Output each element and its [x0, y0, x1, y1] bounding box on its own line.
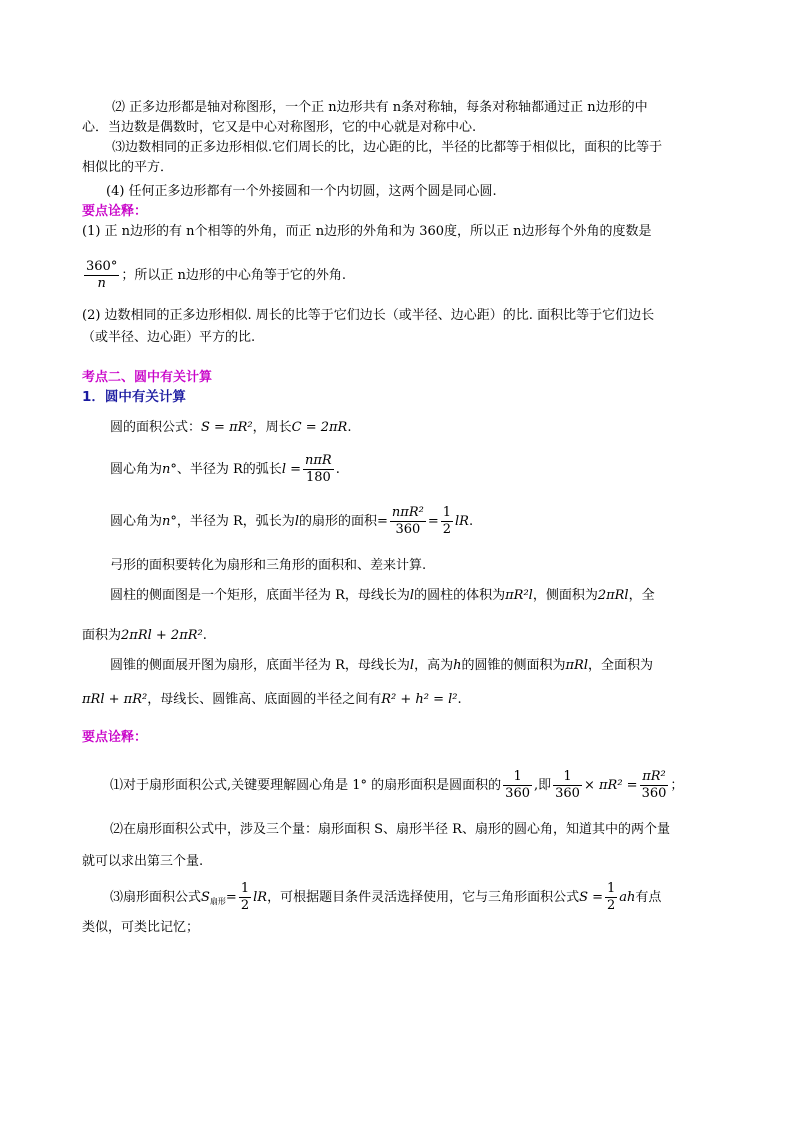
fraction-denominator: 2 — [442, 522, 452, 537]
formula-2-n: n° — [162, 462, 177, 477]
cone-text-f: . — [457, 692, 462, 707]
formula-3-label: 圆心角为 — [110, 514, 163, 529]
formula-3-l: l — [294, 514, 299, 529]
cone-text-c: 的圆锥的侧面积为 — [461, 658, 566, 673]
cone-text-b: ，高为 — [414, 658, 454, 673]
fraction-denominator: 360 — [395, 522, 421, 537]
formula-1-math: S = πR² — [201, 420, 253, 435]
cone-total: πRl + πR² — [82, 692, 148, 707]
key-point-1b — [82, 256, 346, 296]
key2-3-ah: ah — [619, 890, 636, 905]
fraction-denominator: 360 — [505, 786, 530, 801]
formula-3-mid: ，半径为 R，弧长为 — [176, 514, 295, 529]
formula-1-math2: C = 2πR — [291, 420, 348, 435]
paragraph-2a: ⑵ 正多边形都是轴对称图形，一个正 n边形共有 n条对称轴，每条对称轴都通过正 n边形的中 — [112, 100, 648, 115]
sub-heading: 1．圆中有关计算 — [82, 389, 186, 405]
formula-sector-area — [110, 500, 473, 544]
fraction-numerator: πR² — [640, 769, 669, 786]
fraction-numerator: 1 — [240, 881, 250, 896]
fraction-numerator: 1 — [553, 769, 582, 786]
cone-relation: R² + h² = l² — [381, 692, 458, 707]
segment-area-note: 弓形的面积要转化为扇形和三角形的面积和、差来计算. — [110, 558, 427, 573]
fraction-denominator: 360 — [555, 786, 580, 801]
fraction-numerator: 1 — [607, 881, 616, 896]
fraction-numerator: 360° — [86, 259, 118, 274]
key2-point-3a — [110, 876, 661, 920]
paragraph-2b: 心．当边数是偶数时，它又是中心对称图形，它的中心就是对称中心. — [82, 120, 477, 135]
key2-1-text-d: ； — [670, 778, 684, 793]
cone-h: h — [453, 658, 462, 673]
key2-1-math: × πR² = — [583, 778, 638, 793]
cylinder-text-e: 面积为 — [82, 628, 122, 643]
section-heading: 考点二、圆中有关计算 — [82, 370, 213, 385]
cylinder-text-f: . — [202, 628, 207, 643]
key2-3-subscript: 扇形 — [209, 897, 226, 906]
fraction-numerator: nπR — [305, 453, 332, 468]
key2-1-text-b: ,即 — [534, 778, 552, 793]
fraction-arc — [303, 453, 334, 486]
fraction-half — [441, 505, 453, 538]
paragraph-4: (4) 任何正多边形都有一个外接圆和一个内切圆，这两个圆是同心圆. — [106, 184, 497, 199]
cylinder-text-c: ，侧面积为 — [532, 588, 598, 603]
fraction-sector — [390, 505, 426, 538]
key2-3-S: S — [201, 890, 210, 905]
key2-3-text-b: ，可根据题目条件灵活选择使用，它与三角形面积公式 — [267, 890, 580, 905]
key2-3-text-a: ⑶扇形面积公式 — [110, 890, 202, 905]
formula-1-end: . — [347, 420, 352, 435]
key-point-2a: (2) 边数相同的正多边形相似. 周长的比等于它们边长（或半径、边心距）的比. 面积比等于它们边长 — [82, 308, 655, 323]
formula-2-label: 圆心角为 — [110, 462, 163, 477]
formula-2-l: l = — [281, 462, 301, 477]
formula-2-mid: 、半径为 R的弧长 — [176, 462, 282, 477]
cylinder-line-2 — [82, 626, 207, 646]
key-point-1a: (1) 正 n边形的有 n个相等的外角，而正 n边形的外角和为 360度，所以正 n边形每个外角的度数是 — [82, 224, 652, 239]
fraction-numerator: 1 — [442, 505, 452, 520]
fraction-denominator: 2 — [240, 898, 250, 913]
formula-3-end: . — [468, 514, 474, 529]
cone-text-a: 圆锥的侧面展开图为扇形，底面半径为 R，母线长为 — [110, 658, 410, 673]
formula-arc-length — [110, 450, 340, 490]
formula-2-end: . — [335, 462, 340, 477]
fraction-denominator: n — [97, 276, 106, 291]
formula-circle-area — [110, 418, 352, 438]
formula-3-tail: lR — [455, 514, 469, 529]
key2-3-text-c: 有点 — [635, 890, 662, 905]
key-point-2b: （或半径、边心距）平方的比. — [82, 330, 256, 345]
formula-1-label: 圆的面积公式： — [110, 420, 202, 435]
fraction-denominator: 180 — [305, 470, 331, 485]
key2-3-lR: lR — [253, 890, 268, 905]
fraction-denominator: 360 — [641, 786, 667, 801]
cylinder-l: l — [409, 588, 415, 603]
key2-3-eq: = — [225, 890, 237, 905]
fraction-piR2-360 — [640, 769, 669, 802]
fraction-half-b — [605, 881, 617, 914]
fraction-360-over-n — [84, 259, 119, 292]
formula-3-eq2: = — [427, 514, 439, 529]
cone-text-d: ，全面积为 — [588, 658, 654, 673]
key2-point-3b: 类似，可类比记忆； — [82, 920, 200, 935]
cone-line-1 — [110, 656, 653, 676]
formula-3-n: n° — [162, 514, 177, 529]
fraction-1-360-b — [553, 769, 582, 802]
formula-1-mid: ，周长 — [252, 420, 292, 435]
cylinder-volume: πR²l — [505, 588, 533, 603]
key2-1-text-a: ⑴对于扇形面积公式,关键要理解圆心角是 1° 的扇形面积是圆面积的 — [110, 778, 502, 793]
cone-line-2 — [82, 690, 462, 710]
cylinder-total: 2πRl + 2πR² — [121, 628, 203, 643]
cylinder-text-d: ，全 — [628, 588, 655, 603]
key2-3-S2: S = — [579, 890, 604, 905]
cylinder-text-b: 的圆柱的体积为 — [414, 588, 506, 603]
key-point-1b-text: ；所以正 n边形的中心角等于它的外角. — [121, 268, 346, 283]
fraction-denominator: 2 — [607, 898, 616, 913]
key-points-heading-2: 要点诠释： — [82, 730, 148, 745]
formula-3-eq: = — [377, 514, 388, 529]
key-points-heading-1: 要点诠释： — [82, 204, 148, 219]
cone-l: l — [409, 658, 415, 673]
fraction-numerator: nπR² — [391, 505, 424, 520]
fraction-1-360 — [503, 769, 532, 802]
cone-side: πRl — [565, 658, 588, 673]
cone-text-e: ，母线长、圆锥高、底面圆的半径之间有 — [147, 692, 382, 707]
cylinder-text-a: 圆柱的侧面图是一个矩形，底面半径为 R，母线长为 — [110, 588, 410, 603]
key2-point-1 — [110, 764, 683, 808]
cylinder-line-1 — [110, 586, 655, 606]
paragraph-3a: ⑶边数相同的正多边形相似.它们周长的比，边心距的比，半径的比都等于相似比，面积的比等于 — [112, 140, 663, 155]
key2-point-2a: ⑵在扇形面积公式中，涉及三个量：扇形面积 S、扇形半径 R、扇形的圆心角，知道其中的两个量 — [110, 822, 670, 837]
fraction-numerator: 1 — [503, 769, 532, 786]
fraction-half-a — [239, 881, 251, 914]
key2-point-2b: 就可以求出第三个量. — [82, 854, 204, 869]
paragraph-3b: 相似比的平方． — [82, 160, 174, 175]
formula-3-mid2: 的扇形的面积 — [298, 514, 377, 529]
cylinder-side: 2πRl — [597, 588, 629, 603]
